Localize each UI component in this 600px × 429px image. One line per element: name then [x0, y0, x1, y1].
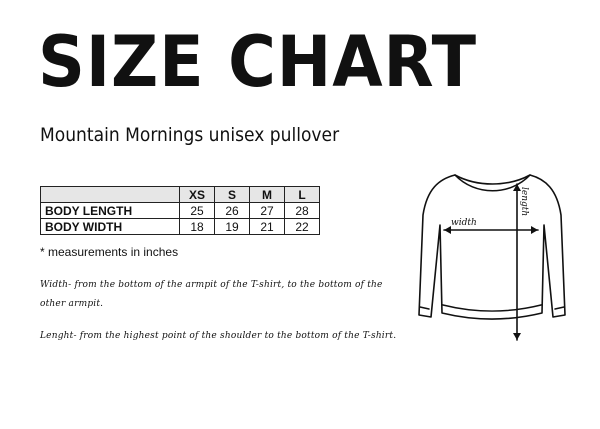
size-header-xs: XS — [180, 187, 215, 203]
table-row-body-width — [41, 219, 320, 235]
measurement-note: * measurements in inches — [40, 245, 179, 259]
width-arrowhead-left — [444, 226, 451, 234]
cell: 18 — [180, 219, 215, 235]
size-header-m: M — [250, 187, 285, 203]
page-title: SIZE CHART — [38, 21, 478, 103]
cell: 28 — [285, 203, 320, 219]
width-label: width — [451, 218, 477, 228]
corner-cell — [41, 187, 180, 203]
length-arrowhead-bottom — [513, 333, 521, 340]
cell: 19 — [215, 219, 250, 235]
cell: 26 — [215, 203, 250, 219]
table-row-body-length — [41, 203, 320, 219]
cell: 21 — [250, 219, 285, 235]
length-description: Lenght- from the highest point of the shoulder to the bottom of the T-shirt. — [40, 331, 397, 341]
pullover-outline — [419, 175, 565, 319]
length-label: length — [519, 187, 529, 217]
size-header-s: S — [215, 187, 250, 203]
width-description: Width- from the bottom of the armpit of the T-shirt, to the bottom of the other armpit. — [40, 280, 383, 309]
cell: 27 — [250, 203, 285, 219]
cell: 22 — [285, 219, 320, 235]
row-label: BODY WIDTH — [41, 219, 180, 235]
pullover-diagram — [405, 165, 580, 345]
size-header-l: L — [285, 187, 320, 203]
product-subtitle: Mountain Mornings unisex pullover — [40, 124, 340, 146]
width-arrowhead-right — [531, 226, 538, 234]
size-header-row — [41, 187, 320, 203]
size-table — [40, 186, 320, 235]
cell: 25 — [180, 203, 215, 219]
row-label: BODY LENGTH — [41, 203, 180, 219]
